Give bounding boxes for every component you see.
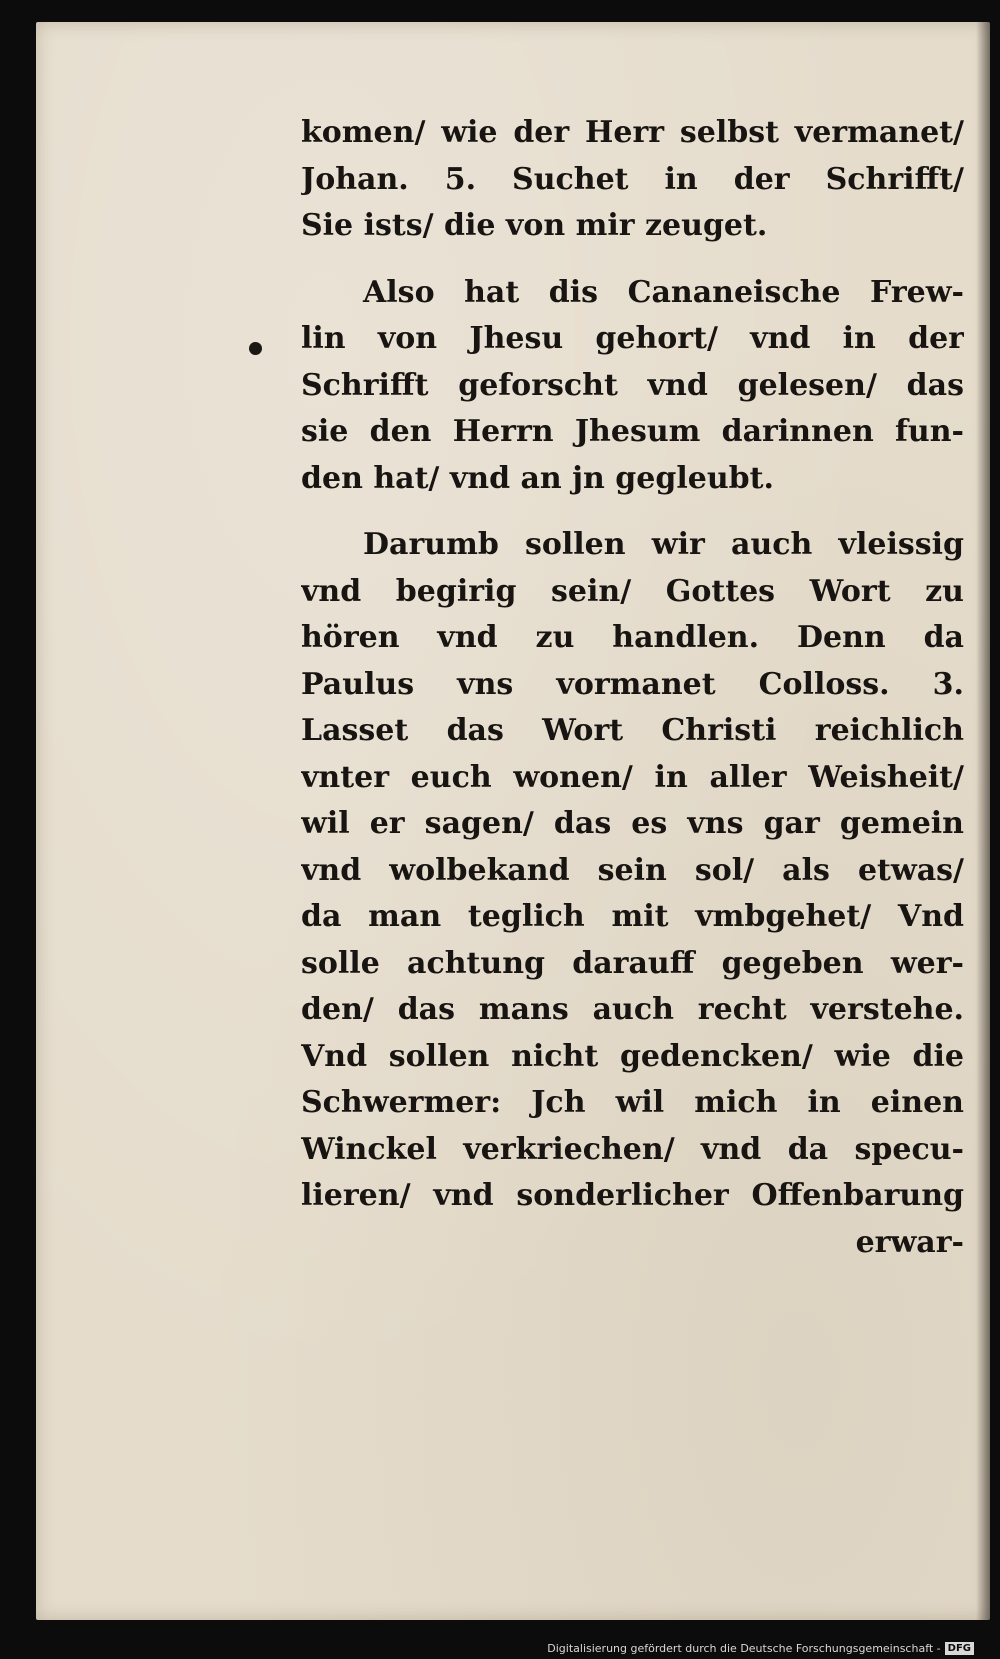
text-line: solle achtung darauff gegeben wer- <box>301 945 964 981</box>
text-line: Schrifft geforscht vnd gelesen/ das <box>301 367 964 403</box>
dfg-logo: DFG <box>945 1642 974 1655</box>
credit-text: Digitalisierung gefördert durch die Deutsche Forschungsgemeinschaft - <box>547 1641 941 1655</box>
text-line: Schwermer: Jch wil mich in einen <box>301 1085 964 1120</box>
book-page <box>36 22 990 1620</box>
text-line: sie den Herrn Jhesum darinnen fun- <box>301 414 964 449</box>
page-text <box>301 110 964 1286</box>
digitization-credit <box>547 1642 974 1656</box>
paragraph-2 <box>301 270 964 503</box>
text-line: Paulus vns vormanet Colloss. 3. <box>301 666 964 702</box>
text-line: komen/ wie der Herr selbst vermanet/ <box>301 115 964 150</box>
text-line: Also hat dis Cananeische Frew- <box>363 274 964 310</box>
text-line: lieren/ vnd sonderlicher Offenbarung <box>301 1178 964 1213</box>
text-line: wil er sagen/ das es vns gar gemein <box>301 806 964 841</box>
text-line: Johan. 5. Suchet in der Schrifft/ <box>301 161 964 197</box>
paragraph-1 <box>301 110 964 250</box>
text-line: vnd begirig sein/ Gottes Wort zu <box>301 573 964 609</box>
ink-dot-mark <box>249 342 262 355</box>
text-line: den hat/ vnd an jn gegleubt. <box>301 460 774 496</box>
text-line: Winckel verkriechen/ vnd da specu- <box>301 1131 964 1167</box>
text-line: vnter euch wonen/ in aller Weisheit/ <box>301 759 964 795</box>
text-line: da man teglich mit vmbgehet/ Vnd <box>301 899 964 934</box>
page-gutter-shadow <box>976 22 990 1620</box>
catchword: erwar- <box>855 1224 964 1260</box>
text-line: hören vnd zu handlen. Denn da <box>301 620 964 655</box>
text-line: Darumb sollen wir auch vleissig <box>363 527 964 562</box>
text-line: den/ das mans auch recht verstehe. <box>301 992 964 1027</box>
text-line: Sie ists/ die von mir zeuget. <box>301 208 768 243</box>
paragraph-3 <box>301 522 964 1266</box>
text-line: vnd wolbekand sein sol/ als etwas/ <box>301 852 964 888</box>
text-line: Lasset das Wort Christi reichlich <box>301 713 964 748</box>
text-line: Vnd sollen nicht gedencken/ wie die <box>301 1038 964 1074</box>
text-line: lin von Jhesu gehort/ vnd in der <box>301 321 964 356</box>
